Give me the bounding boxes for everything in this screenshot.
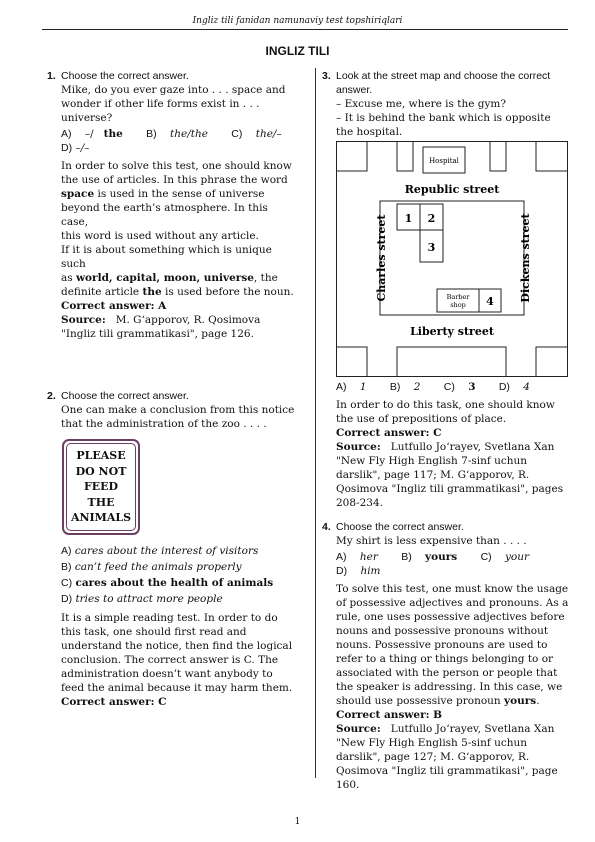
question-2: [47, 389, 296, 709]
hospital-label: Hospital: [429, 157, 459, 165]
stem-line: universe?: [61, 112, 113, 124]
block-bottom-right: [536, 347, 568, 377]
explanation-line: the use of prepositions of place.: [336, 413, 507, 425]
source-line: 160.: [336, 779, 360, 791]
building-4-label: 4: [486, 295, 494, 308]
source-line: Qosimova "Ingliz tili grammatikasi", pages: [336, 483, 564, 495]
block-top-mid-left: [397, 141, 413, 171]
option-d[interactable]: D) him: [336, 565, 381, 577]
question-instruction: Choose the correct answer.: [61, 70, 189, 82]
explanation-line: this word is used without any article.: [61, 230, 259, 242]
explanation-line: nouns and possessive pronouns without: [336, 625, 549, 637]
option-c[interactable]: C) your: [480, 551, 530, 563]
explanation-line: understand the notice, then find the logical: [61, 639, 293, 652]
explanation-line: In order to do this task, one should know: [336, 399, 555, 411]
option-b[interactable]: B) can’t feed the animals properly: [61, 560, 242, 573]
liberty-street-label: Liberty street: [410, 325, 494, 338]
explanation-line: associated with the person or people that: [336, 667, 558, 679]
explanation-line: the use of articles. In this phrase the word: [61, 174, 288, 186]
block-top-left: [336, 141, 367, 171]
options-row: [61, 127, 296, 141]
explanation-line: In order to solve this test, one should know: [61, 160, 292, 172]
dickens-street-label: Dickens street: [519, 213, 532, 303]
correct-answer: Correct answer: C: [336, 427, 442, 439]
explanation-line: the speaker is addressing. In this case, we: [336, 681, 563, 693]
page-number: 1: [294, 817, 301, 827]
explanation-line: should use possessive pronoun yours.: [336, 695, 540, 707]
source: Source: Lutfullo Jo‘rayev, Svetlana Xan: [336, 723, 555, 735]
explanation-line: definite article the is used before the noun.: [61, 286, 294, 298]
question-3: [322, 69, 571, 139]
option-d[interactable]: D) 4: [498, 381, 530, 393]
option-b[interactable]: B) the/the: [146, 128, 208, 140]
street-map: [336, 141, 568, 377]
explanation-line: space is used in the sense of universe: [61, 188, 265, 200]
explanation-line: beyond the earth’s atmosphere. In this case,: [61, 202, 268, 228]
explanation-line: To solve this test, one must know the usage: [336, 583, 569, 595]
explanation-line: If it is about something which is unique such: [61, 244, 272, 270]
option-d[interactable]: D) –/–: [61, 142, 90, 154]
block-top-mid-right: [490, 141, 506, 171]
question-instruction: Look at the street map and choose the correct: [336, 70, 551, 82]
correct-answer: Correct answer: A: [61, 300, 167, 312]
running-header: Ingliz tili fanidan namunaviy test topshiriqlari: [192, 16, 403, 26]
stem-line: wonder if other life forms exist in . . .: [61, 98, 260, 110]
source-line: "Ingliz tili grammatikasi", page 126.: [61, 328, 254, 340]
building-1-label: 1: [404, 212, 413, 225]
question-instruction: answer.: [336, 84, 373, 96]
correct-answer: Correct answer: C: [61, 695, 167, 708]
option-a[interactable]: A) –/ the: [61, 128, 123, 140]
question-number: 4.: [322, 521, 331, 533]
explanation-line: rule, one uses possessive adjectives before: [336, 611, 565, 623]
source-line: Qosimova "Ingliz tili grammatikasi", page: [336, 765, 558, 777]
dialog-line: the hospital.: [336, 126, 403, 138]
explanation-line: administration doesn’t want anybody to: [61, 667, 273, 680]
options-row: [336, 550, 571, 578]
explanation-line: It is a simple reading test. In order to do: [61, 611, 278, 624]
dialog-line: – Excuse me, where is the gym?: [336, 98, 506, 110]
source: Source: M. G‘apporov, R. Qosimova: [61, 314, 261, 326]
stem-line: Mike, do you ever gaze into . . . space and: [61, 84, 286, 96]
explanation-line: as world, capital, moon, universe, the: [61, 272, 278, 284]
stem-line: One can make a conclusion from this notice: [61, 404, 295, 416]
explanation-line: feed the animal because it may harm them.: [61, 681, 293, 694]
question-3-answers: [336, 380, 571, 510]
zoo-notice-sign: [62, 439, 140, 535]
barber-label-line2: shop: [450, 301, 466, 309]
source-line: darslik", page 117; M. G‘apporov, R.: [336, 469, 530, 481]
source-line: "New Fly High English 7-sinf uchun: [336, 455, 528, 467]
charles-street-label: Charles street: [375, 214, 388, 302]
column-divider: [315, 68, 316, 778]
option-a[interactable]: A) cares about the interest of visitors: [61, 544, 259, 557]
option-d[interactable]: D) tries to attract more people: [61, 592, 223, 605]
question-number: 3.: [322, 70, 331, 82]
option-b[interactable]: B) yours: [401, 551, 458, 563]
explanation-line: conclusion. The correct answer is C. The: [61, 653, 279, 666]
source-line: darslik", page 127; M. G‘apporov, R.: [336, 751, 530, 763]
options-row: [336, 380, 571, 394]
stem-line: that the administration of the zoo . . . .: [61, 418, 267, 430]
block-bottom-left: [336, 347, 367, 377]
notice-text: PLEASE DO NOT FEED THE ANIMALS: [66, 443, 136, 531]
option-a[interactable]: A) her: [336, 551, 378, 563]
option-c[interactable]: C) cares about the health of animals: [61, 576, 274, 589]
question-4: [322, 520, 571, 792]
question-instruction: Choose the correct answer.: [336, 521, 464, 533]
map-border: [337, 142, 568, 377]
source-line: 208-234.: [336, 497, 383, 509]
question-instruction: Choose the correct answer.: [61, 390, 189, 402]
question-number: 1.: [47, 70, 56, 82]
option-c[interactable]: C) the/–: [231, 128, 282, 140]
source-line: "New Fly High English 5-sinf uchun: [336, 737, 528, 749]
explanation-line: of possessive adjectives and pronouns. As a: [336, 597, 569, 609]
stem-line: My shirt is less expensive than . . . .: [336, 535, 527, 547]
building-3-label: 3: [427, 241, 436, 254]
building-2-label: 2: [427, 212, 436, 225]
source: Source: Lutfullo Jo‘rayev, Svetlana Xan: [336, 441, 555, 453]
option-c[interactable]: C) 3: [443, 381, 476, 393]
barber-label-line1: Barber: [446, 293, 470, 301]
explanation-line: nouns. Possessive pronouns are used to: [336, 639, 548, 651]
dialog-line: – It is behind the bank which is opposite: [336, 112, 551, 124]
header-rule: [42, 29, 568, 30]
page-title: INGLIZ TILI: [265, 44, 330, 58]
explanation-line: refer to a thing or things belonging to or: [336, 653, 554, 665]
explanation-line: this task, one should first read and: [61, 625, 247, 638]
block-bottom-mid: [397, 347, 506, 377]
question-number: 2.: [47, 390, 56, 402]
option-b[interactable]: B) 2: [389, 381, 421, 393]
block-top-right: [536, 141, 568, 171]
option-a[interactable]: A) 1: [336, 381, 367, 393]
republic-street-label: Republic street: [404, 183, 500, 196]
correct-answer: Correct answer: B: [336, 709, 443, 721]
question-1: [47, 69, 296, 341]
